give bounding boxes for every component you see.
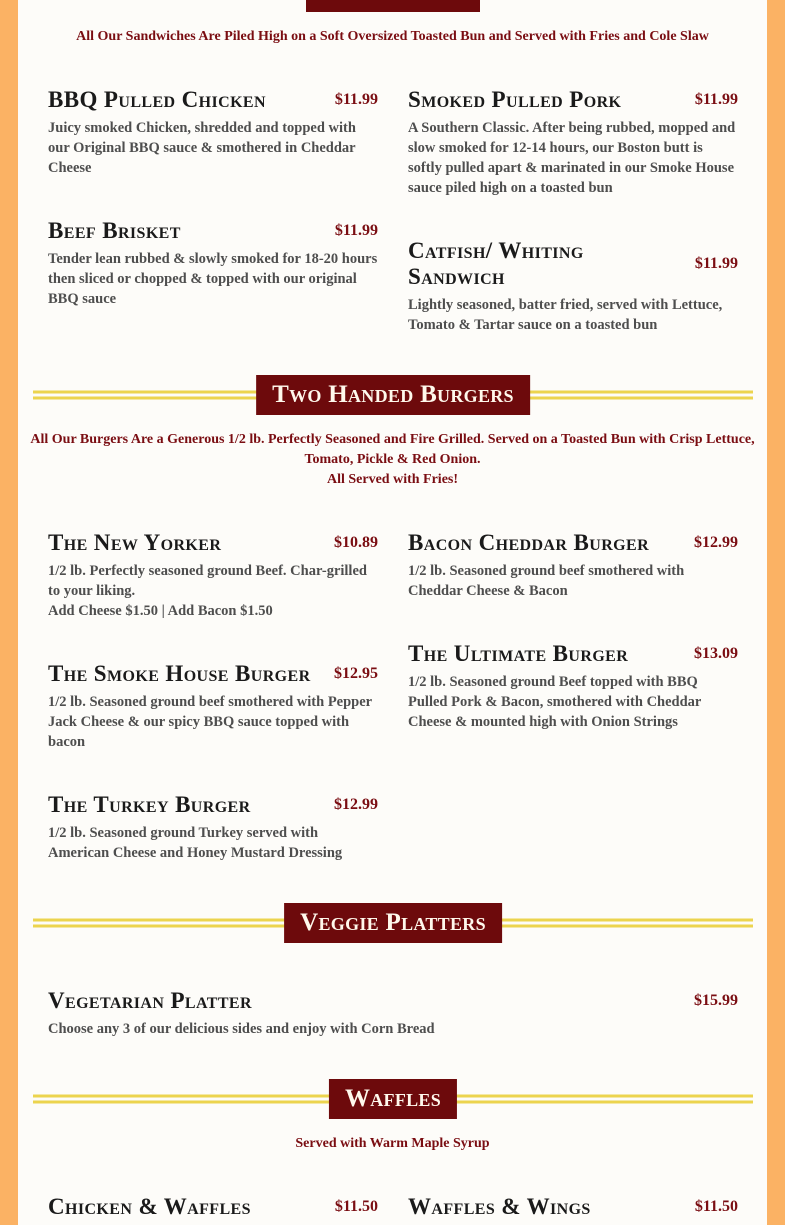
item-description: Choose any 3 of our delicious sides and enjoy with Corn Bread xyxy=(48,1021,435,1037)
menu-item xyxy=(48,87,378,178)
item-price: $15.99 xyxy=(694,992,738,1009)
item-description: Juicy smoked Chicken, shredded and topped with our Original BBQ sauce & smothered in Cheddar Cheese xyxy=(48,120,356,176)
item-name: The New Yorker xyxy=(48,530,222,555)
veggie-banner xyxy=(33,903,753,943)
item-description: 1/2 lb. Seasoned ground beef smothered with Cheddar Cheese & Bacon xyxy=(408,563,685,599)
item-name: Chicken & Waffles xyxy=(48,1194,251,1219)
item-price: $13.09 xyxy=(694,645,738,662)
item-description: 1/2 lb. Seasoned ground beef smothered with Pepper Jack Cheese & our spicy BBQ sauce topped with bacon xyxy=(48,694,372,750)
item-description: Tender lean rubbed & slowly smoked for 18-20 hours then sliced or chopped & topped with our original BBQ sauce xyxy=(48,251,378,307)
menu-item xyxy=(408,1194,738,1220)
menu-item xyxy=(48,1194,378,1220)
item-price: $12.99 xyxy=(334,796,378,813)
menu-item xyxy=(408,641,738,732)
waffles-banner xyxy=(33,1079,753,1119)
item-price: $11.99 xyxy=(694,255,738,272)
menu-item xyxy=(48,988,738,1039)
burgers-title: Two Handed Burgers xyxy=(256,375,530,415)
item-name: Waffles & Wings xyxy=(408,1194,591,1219)
item-name: The Ultimate Burger xyxy=(408,641,629,666)
veggie-title: Veggie Platters xyxy=(284,903,502,943)
menu-item xyxy=(408,87,738,198)
waffles-title: Waffles xyxy=(329,1079,457,1119)
waffles-tagline: Served with Warm Maple Syrup xyxy=(295,1136,490,1151)
burgers-tagline xyxy=(28,430,757,490)
menu-page xyxy=(18,0,767,1225)
menu-item xyxy=(408,530,738,601)
item-price: $11.50 xyxy=(694,1198,738,1215)
item-name: Beef Brisket xyxy=(48,218,181,243)
item-price: $12.99 xyxy=(694,534,738,551)
menu-item xyxy=(48,792,378,863)
item-price: $11.99 xyxy=(694,91,738,108)
item-name: Smoked Pulled Pork xyxy=(408,87,622,112)
item-name: Vegetarian Platter xyxy=(48,988,252,1013)
menu-item xyxy=(48,218,378,309)
item-name: Catfish/ Whiting Sandwich xyxy=(408,238,584,289)
burgers-banner xyxy=(33,375,753,415)
item-addons: Add Cheese $1.50 | Add Bacon $1.50 xyxy=(48,603,273,619)
item-price: $11.99 xyxy=(334,91,378,108)
item-price: $12.95 xyxy=(334,665,378,682)
menu-item xyxy=(408,238,738,335)
item-description: 1/2 lb. Seasoned ground Beef topped with BBQ Pulled Pork & Bacon, smothered with Cheddar Cheese & mounted high with Onion Strings xyxy=(408,674,702,730)
item-name: The Smoke House Burger xyxy=(48,661,311,686)
sandwiches-tagline: All Our Sandwiches Are Piled High on a Soft Oversized Toasted Bun and Served with Fries and Cole Slaw xyxy=(76,29,709,44)
item-name: BBQ Pulled Chicken xyxy=(48,87,266,112)
menu-item xyxy=(48,661,378,752)
item-description: 1/2 lb. Seasoned ground Turkey served with American Cheese and Honey Mustard Dressing xyxy=(48,825,343,861)
item-name: The Turkey Burger xyxy=(48,792,251,817)
sandwiches-banner-label xyxy=(306,0,480,12)
item-description: A Southern Classic. After being rubbed, mopped and slow smoked for 12-14 hours, our Boston butt is softly pulled apart & marinated in our Smoke House sauce piled high on a toasted bun xyxy=(408,120,736,196)
item-description: Lightly seasoned, batter fried, served with Lettuce, Tomato & Tartar sauce on a toasted bun xyxy=(408,297,723,333)
item-price: $11.99 xyxy=(334,222,378,239)
item-price: $11.50 xyxy=(334,1198,378,1215)
burgers-tagline-fries: All Served with Fries! xyxy=(326,472,459,487)
menu-item xyxy=(48,530,378,621)
item-name: Bacon Cheddar Burger xyxy=(408,530,650,555)
item-description: 1/2 lb. Perfectly seasoned ground Beef. Char-grilled to your liking. xyxy=(48,563,367,599)
burgers-tagline-main: All Our Burgers Are a Generous 1/2 lb. Perfectly Seasoned and Fire Grilled. Served on a Toasted Bun with Crisp Lettuce, Tomato, Pickle & Red Onion. xyxy=(30,432,755,467)
item-price: $10.89 xyxy=(334,534,378,551)
